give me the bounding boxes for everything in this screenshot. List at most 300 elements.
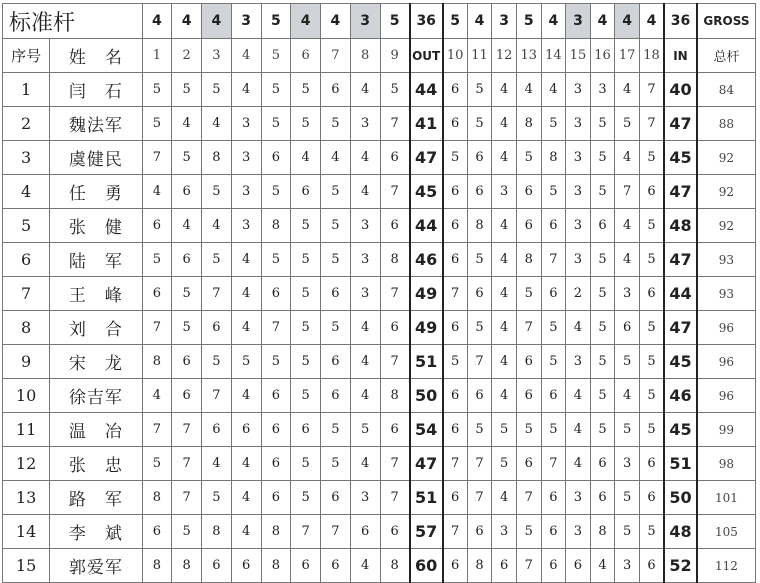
- player-row: [3, 175, 756, 209]
- player-seq: 3: [3, 141, 50, 175]
- hole-score: 6: [350, 515, 380, 549]
- player-name: 闫 石: [50, 73, 142, 107]
- hole-score: 3: [615, 549, 640, 583]
- gross-cn-label: 总杆: [697, 39, 756, 73]
- out-total: 51: [410, 481, 443, 515]
- hole-score: 5: [467, 73, 492, 107]
- hole-score: 3: [350, 209, 380, 243]
- hole-score: 7: [467, 345, 492, 379]
- hole-score: 6: [380, 311, 410, 345]
- hole-score: 3: [566, 515, 591, 549]
- hole-score: 6: [380, 141, 410, 175]
- hole-score: 7: [380, 481, 410, 515]
- hole-score: 4: [321, 141, 351, 175]
- hole-score: 6: [615, 311, 640, 345]
- out-total: 46: [410, 243, 443, 277]
- hole-score: 4: [566, 413, 591, 447]
- par-row: [3, 4, 756, 39]
- hole-number: 14: [541, 39, 566, 73]
- par-cell: 5: [443, 4, 468, 39]
- seq-label: 序号: [3, 39, 50, 73]
- out-total: 51: [410, 345, 443, 379]
- hole-score: 4: [231, 481, 261, 515]
- hole-score: 6: [443, 311, 468, 345]
- hole-score: 6: [639, 481, 664, 515]
- out-total: 50: [410, 379, 443, 413]
- player-name: 魏法军: [50, 107, 142, 141]
- hole-score: 3: [350, 277, 380, 311]
- hole-score: 4: [566, 447, 591, 481]
- hole-score: 7: [172, 447, 202, 481]
- hole-score: 6: [590, 481, 615, 515]
- player-seq: 2: [3, 107, 50, 141]
- hole-score: 7: [261, 311, 291, 345]
- hole-score: 4: [492, 243, 517, 277]
- gross-total: 84: [697, 73, 756, 107]
- hole-score: 6: [142, 277, 172, 311]
- gross-total: 101: [697, 481, 756, 515]
- hole-score: 8: [202, 515, 232, 549]
- hole-score: 4: [172, 209, 202, 243]
- hole-score: 7: [615, 175, 640, 209]
- hole-score: 7: [380, 175, 410, 209]
- par-cell: 3: [492, 4, 517, 39]
- hole-score: 6: [443, 73, 468, 107]
- hole-score: 5: [590, 345, 615, 379]
- hole-score: 6: [566, 549, 591, 583]
- player-row: [3, 277, 756, 311]
- out-total: 49: [410, 277, 443, 311]
- hole-score: 3: [566, 209, 591, 243]
- hole-score: 5: [467, 107, 492, 141]
- hole-score: 5: [350, 413, 380, 447]
- hole-score: 7: [380, 277, 410, 311]
- hole-score: 4: [492, 141, 517, 175]
- in-total: 48: [664, 515, 697, 549]
- hole-score: 8: [590, 515, 615, 549]
- hole-score: 5: [443, 141, 468, 175]
- hole-score: 5: [231, 345, 261, 379]
- hole-score: 6: [639, 447, 664, 481]
- hole-score: 5: [142, 243, 172, 277]
- gross-label: GROSS: [697, 4, 756, 39]
- hole-score: 7: [443, 447, 468, 481]
- gross-total: 105: [697, 515, 756, 549]
- hole-score: 5: [142, 73, 172, 107]
- hole-score: 5: [172, 515, 202, 549]
- hole-score: 8: [380, 379, 410, 413]
- hole-number: 3: [202, 39, 232, 73]
- gross-total: 99: [697, 413, 756, 447]
- hole-score: 6: [541, 379, 566, 413]
- hole-score: 6: [639, 175, 664, 209]
- hole-score: 3: [615, 277, 640, 311]
- player-row: [3, 515, 756, 549]
- player-row: [3, 549, 756, 583]
- hole-score: 7: [380, 447, 410, 481]
- hole-score: 4: [350, 345, 380, 379]
- scorecard-body: [3, 4, 756, 583]
- player-seq: 10: [3, 379, 50, 413]
- player-row: [3, 73, 756, 107]
- out-total: 57: [410, 515, 443, 549]
- player-row: [3, 447, 756, 481]
- hole-score: 4: [350, 175, 380, 209]
- in-total: 40: [664, 73, 697, 107]
- hole-score: 4: [231, 73, 261, 107]
- hole-score: 5: [590, 311, 615, 345]
- hole-score: 3: [492, 175, 517, 209]
- hole-score: 3: [566, 243, 591, 277]
- hole-number: 11: [467, 39, 492, 73]
- hole-score: 5: [321, 175, 351, 209]
- hole-score: 3: [566, 345, 591, 379]
- hole-score: 6: [261, 447, 291, 481]
- in-total: 47: [664, 311, 697, 345]
- scorecard-table: [2, 3, 756, 583]
- in-total: 52: [664, 549, 697, 583]
- in-total: 50: [664, 481, 697, 515]
- hole-score: 5: [615, 107, 640, 141]
- par-cell: 4: [590, 4, 615, 39]
- par-cell: 4: [172, 4, 202, 39]
- hole-score: 5: [202, 73, 232, 107]
- par-cell: 3: [566, 4, 591, 39]
- hole-score: 4: [231, 447, 261, 481]
- hole-score: 5: [516, 141, 541, 175]
- hole-score: 4: [492, 345, 517, 379]
- in-total: 47: [664, 107, 697, 141]
- hole-score: 6: [443, 413, 468, 447]
- hole-number: 5: [261, 39, 291, 73]
- hole-score: 7: [142, 413, 172, 447]
- hole-score: 6: [172, 379, 202, 413]
- gross-total: 93: [697, 277, 756, 311]
- in-total: 47: [664, 243, 697, 277]
- hole-score: 5: [467, 243, 492, 277]
- player-seq: 8: [3, 311, 50, 345]
- hole-score: 5: [142, 107, 172, 141]
- hole-number: 4: [231, 39, 261, 73]
- hole-score: 5: [291, 345, 321, 379]
- hole-score: 6: [261, 481, 291, 515]
- hole-number: 13: [516, 39, 541, 73]
- hole-score: 5: [321, 311, 351, 345]
- in-label: IN: [664, 39, 697, 73]
- hole-score: 5: [639, 345, 664, 379]
- hole-score: 4: [492, 209, 517, 243]
- hole-score: 5: [291, 243, 321, 277]
- hole-score: 3: [566, 481, 591, 515]
- hole-score: 4: [492, 379, 517, 413]
- hole-number: 7: [321, 39, 351, 73]
- hole-score: 3: [566, 73, 591, 107]
- hole-score: 5: [443, 345, 468, 379]
- player-name: 徐吉军: [50, 379, 142, 413]
- hole-score: 6: [443, 175, 468, 209]
- hole-score: 3: [231, 175, 261, 209]
- hole-score: 6: [202, 311, 232, 345]
- hole-score: 8: [202, 141, 232, 175]
- hole-score: 6: [321, 481, 351, 515]
- hole-score: 6: [321, 345, 351, 379]
- hole-score: 5: [541, 345, 566, 379]
- player-row: [3, 413, 756, 447]
- hole-score: 6: [516, 209, 541, 243]
- hole-score: 4: [350, 141, 380, 175]
- hole-score: 5: [639, 515, 664, 549]
- hole-score: 6: [443, 379, 468, 413]
- hole-score: 4: [350, 447, 380, 481]
- name-label: 姓 名: [50, 39, 142, 73]
- hole-score: 6: [261, 413, 291, 447]
- hole-score: 6: [231, 549, 261, 583]
- hole-score: 5: [291, 73, 321, 107]
- par-in-total: 36: [664, 4, 697, 39]
- hole-score: 6: [541, 481, 566, 515]
- hole-number: 15: [566, 39, 591, 73]
- hole-score: 4: [350, 549, 380, 583]
- hole-score: 7: [467, 447, 492, 481]
- hole-score: 7: [142, 141, 172, 175]
- hole-score: 6: [291, 175, 321, 209]
- player-name: 虞健民: [50, 141, 142, 175]
- hole-score: 7: [202, 277, 232, 311]
- par-cell: 4: [142, 4, 172, 39]
- out-total: 47: [410, 447, 443, 481]
- player-seq: 1: [3, 73, 50, 107]
- out-total: 49: [410, 311, 443, 345]
- hole-score: 4: [566, 311, 591, 345]
- gross-total: 112: [697, 549, 756, 583]
- hole-number: 17: [615, 39, 640, 73]
- player-name: 李 斌: [50, 515, 142, 549]
- hole-score: 6: [590, 209, 615, 243]
- hole-score: 6: [321, 73, 351, 107]
- hole-score: 5: [291, 107, 321, 141]
- hole-score: 4: [615, 73, 640, 107]
- hole-number: 6: [291, 39, 321, 73]
- player-seq: 6: [3, 243, 50, 277]
- hole-score: 4: [231, 311, 261, 345]
- player-row: [3, 379, 756, 413]
- hole-score: 8: [380, 549, 410, 583]
- hole-score: 4: [615, 209, 640, 243]
- hole-score: 6: [291, 413, 321, 447]
- hole-score: 6: [467, 277, 492, 311]
- hole-score: 5: [172, 73, 202, 107]
- hole-score: 5: [590, 107, 615, 141]
- out-total: 45: [410, 175, 443, 209]
- hole-score: 5: [202, 175, 232, 209]
- hole-score: 5: [261, 73, 291, 107]
- hole-score: 6: [321, 549, 351, 583]
- hole-score: 6: [639, 277, 664, 311]
- hole-score: 5: [639, 141, 664, 175]
- hole-score: 4: [516, 73, 541, 107]
- player-row: [3, 107, 756, 141]
- gross-total: 88: [697, 107, 756, 141]
- gross-total: 96: [697, 345, 756, 379]
- hole-score: 5: [639, 243, 664, 277]
- par-cell: 4: [615, 4, 640, 39]
- gross-total: 93: [697, 243, 756, 277]
- hole-score: 6: [231, 413, 261, 447]
- hole-score: 3: [492, 515, 517, 549]
- hole-score: 6: [142, 515, 172, 549]
- hole-score: 6: [541, 209, 566, 243]
- hole-score: 5: [291, 277, 321, 311]
- hole-score: 3: [231, 209, 261, 243]
- hole-score: 8: [541, 141, 566, 175]
- hole-score: 4: [142, 175, 172, 209]
- hole-score: 7: [321, 515, 351, 549]
- hole-score: 4: [615, 243, 640, 277]
- hole-score: 4: [615, 379, 640, 413]
- hole-score: 4: [350, 379, 380, 413]
- par-cell: 4: [202, 4, 232, 39]
- hole-score: 5: [541, 107, 566, 141]
- hole-score: 5: [590, 141, 615, 175]
- hole-score: 8: [261, 515, 291, 549]
- hole-score: 3: [231, 107, 261, 141]
- hole-score: 6: [380, 515, 410, 549]
- hole-score: 7: [172, 413, 202, 447]
- hole-score: 4: [350, 311, 380, 345]
- hole-score: 6: [291, 549, 321, 583]
- player-name: 王 峰: [50, 277, 142, 311]
- hole-score: 5: [639, 311, 664, 345]
- hole-score: 5: [261, 175, 291, 209]
- hole-score: 5: [590, 175, 615, 209]
- in-total: 47: [664, 175, 697, 209]
- hole-score: 4: [492, 311, 517, 345]
- hole-score: 7: [172, 481, 202, 515]
- hole-score: 5: [639, 413, 664, 447]
- hole-score: 5: [321, 209, 351, 243]
- player-seq: 15: [3, 549, 50, 583]
- hole-score: 4: [291, 141, 321, 175]
- hole-score: 5: [172, 141, 202, 175]
- hole-score: 5: [291, 379, 321, 413]
- hole-score: 6: [590, 447, 615, 481]
- hole-number: 12: [492, 39, 517, 73]
- hole-score: 8: [516, 107, 541, 141]
- hole-score: 6: [639, 549, 664, 583]
- hole-score: 5: [202, 243, 232, 277]
- hole-score: 6: [516, 379, 541, 413]
- hole-score: 8: [142, 549, 172, 583]
- hole-score: 7: [639, 73, 664, 107]
- hole-score: 8: [142, 345, 172, 379]
- hole-score: 7: [142, 311, 172, 345]
- player-name: 任 勇: [50, 175, 142, 209]
- hole-score: 5: [261, 345, 291, 379]
- player-seq: 4: [3, 175, 50, 209]
- hole-score: 5: [615, 345, 640, 379]
- out-total: 54: [410, 413, 443, 447]
- hole-score: 2: [566, 277, 591, 311]
- hole-number: 8: [350, 39, 380, 73]
- hole-score: 3: [615, 447, 640, 481]
- hole-score: 4: [231, 379, 261, 413]
- hole-score: 5: [516, 413, 541, 447]
- player-seq: 5: [3, 209, 50, 243]
- hole-score: 5: [615, 413, 640, 447]
- player-name: 张 忠: [50, 447, 142, 481]
- hole-score: 5: [639, 209, 664, 243]
- hole-score: 7: [541, 447, 566, 481]
- out-total: 44: [410, 209, 443, 243]
- in-total: 45: [664, 413, 697, 447]
- par-cell: 4: [291, 4, 321, 39]
- hole-score: 7: [639, 107, 664, 141]
- hole-number: 16: [590, 39, 615, 73]
- player-name: 陆 军: [50, 243, 142, 277]
- hole-score: 5: [321, 107, 351, 141]
- hole-score: 5: [261, 243, 291, 277]
- hole-score: 6: [541, 515, 566, 549]
- player-name: 郭爱军: [50, 549, 142, 583]
- in-total: 51: [664, 447, 697, 481]
- hole-score: 6: [261, 379, 291, 413]
- out-total: 60: [410, 549, 443, 583]
- gross-total: 92: [697, 141, 756, 175]
- hole-score: 6: [172, 345, 202, 379]
- hole-score: 6: [380, 413, 410, 447]
- hole-number: 2: [172, 39, 202, 73]
- hole-score: 7: [467, 481, 492, 515]
- gross-total: 92: [697, 209, 756, 243]
- player-row: [3, 243, 756, 277]
- out-total: 47: [410, 141, 443, 175]
- hole-score: 5: [291, 209, 321, 243]
- hole-score: 7: [516, 549, 541, 583]
- hole-score: 5: [590, 413, 615, 447]
- player-name: 路 军: [50, 481, 142, 515]
- hole-score: 3: [566, 175, 591, 209]
- hole-score: 8: [172, 549, 202, 583]
- hole-score: 7: [380, 345, 410, 379]
- hole-score: 5: [467, 413, 492, 447]
- hole-score: 6: [172, 175, 202, 209]
- hole-score: 6: [443, 107, 468, 141]
- hole-score: 6: [202, 413, 232, 447]
- par-cell: 4: [467, 4, 492, 39]
- hole-score: 6: [492, 549, 517, 583]
- hole-score: 5: [291, 311, 321, 345]
- hole-score: 6: [443, 549, 468, 583]
- hole-score: 6: [541, 277, 566, 311]
- hole-score: 5: [516, 515, 541, 549]
- hole-score: 5: [291, 481, 321, 515]
- hole-score: 5: [492, 447, 517, 481]
- hole-score: 6: [516, 345, 541, 379]
- player-seq: 14: [3, 515, 50, 549]
- hole-score: 6: [321, 277, 351, 311]
- hole-score: 5: [261, 107, 291, 141]
- hole-row: [3, 39, 756, 73]
- player-seq: 9: [3, 345, 50, 379]
- par-cell: 4: [541, 4, 566, 39]
- player-seq: 11: [3, 413, 50, 447]
- player-seq: 7: [3, 277, 50, 311]
- hole-score: 7: [516, 481, 541, 515]
- in-total: 44: [664, 277, 697, 311]
- hole-number: 1: [142, 39, 172, 73]
- hole-score: 4: [492, 73, 517, 107]
- hole-score: 5: [202, 481, 232, 515]
